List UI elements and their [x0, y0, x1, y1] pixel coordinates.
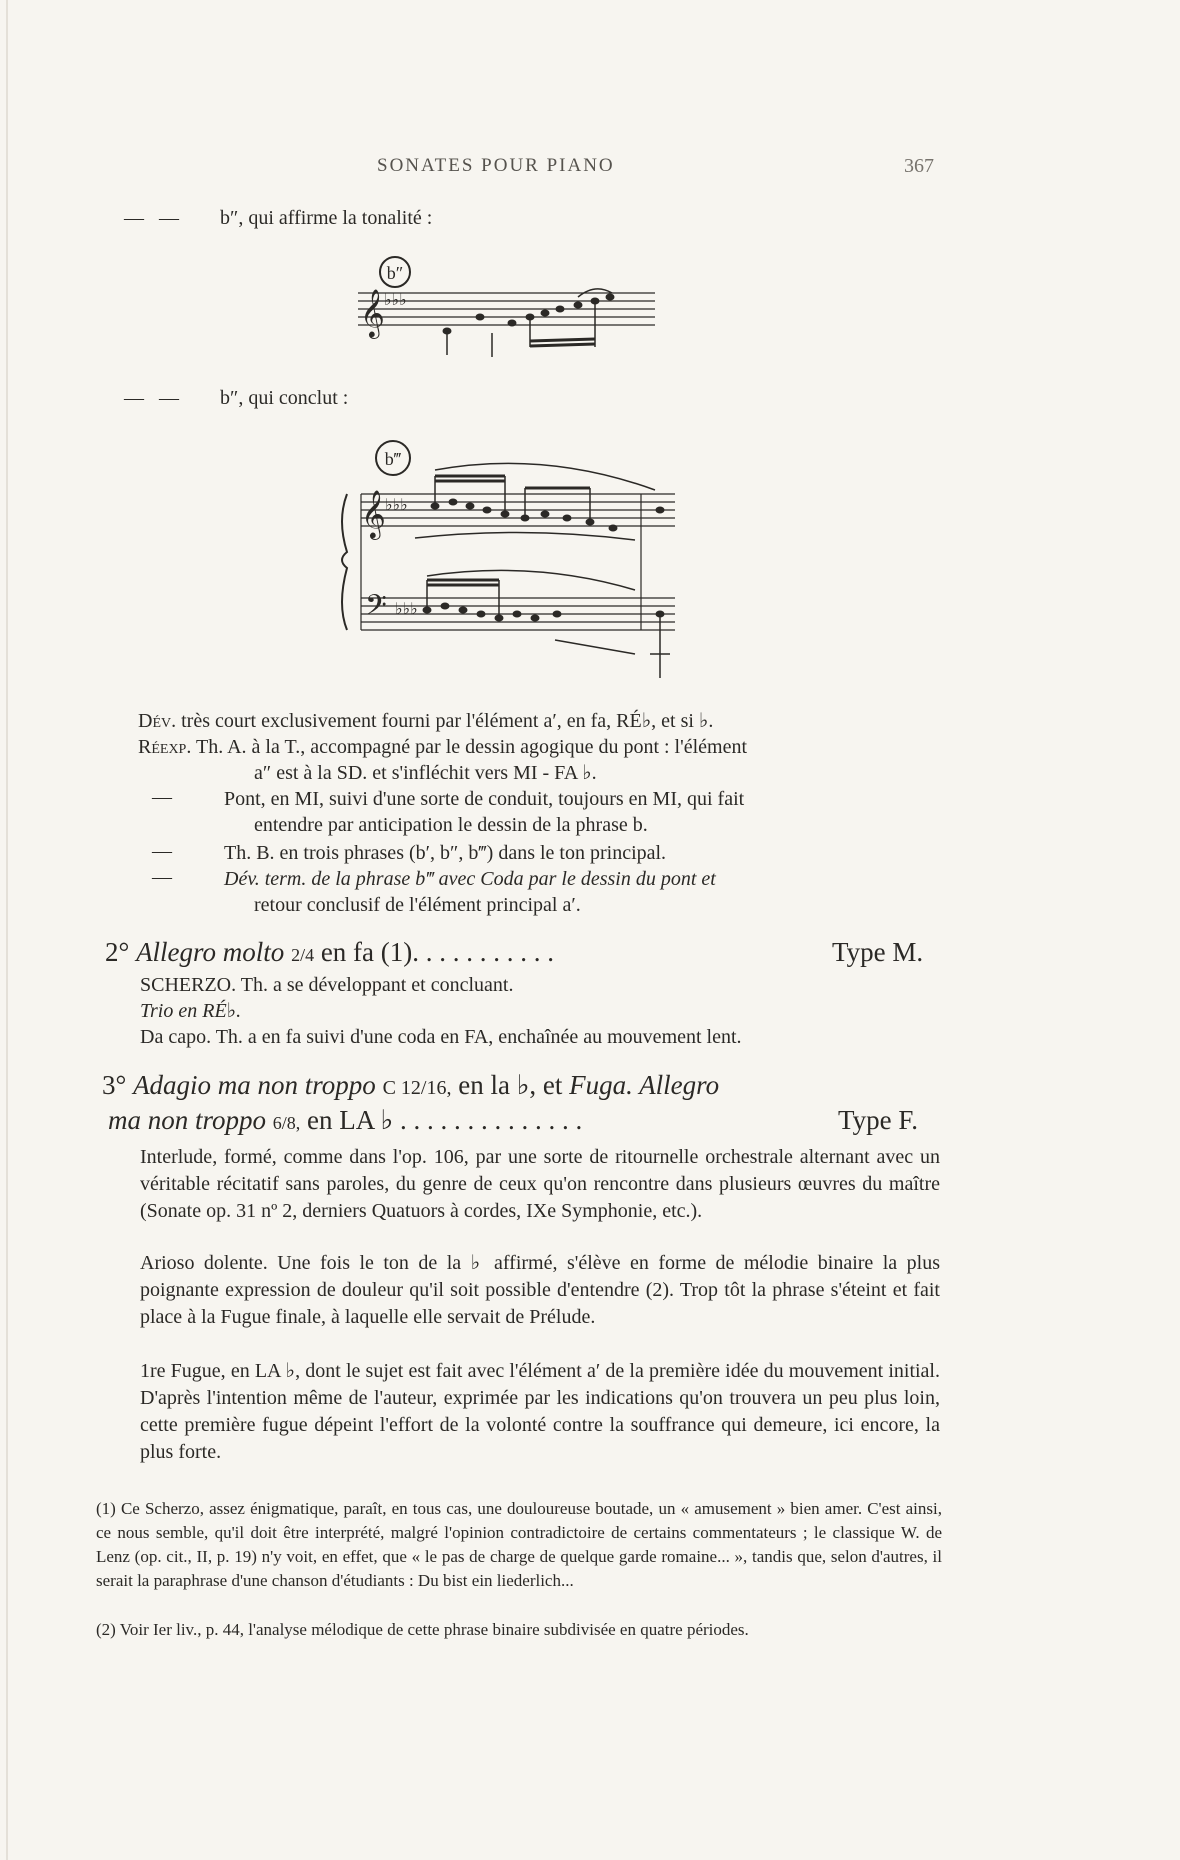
fugue-paragraph: 1re Fugue, en LA ♭, dont le sujet est fait avec l'élément a′ de la première idée du mouvement initial. D'après l'intention même de l'auteur, exprimée par les indications qu'on trouvera un peu plus loin, cette première fugue dépeint l'effort de la volonté contre la souffrance qui demeure, ici encore, la plus forte. [140, 1360, 940, 1463]
movement2-dacapo: Da capo. Th. a en fa suivi d'une coda en FA, enchaînée au mouvement lent. [140, 1026, 742, 1048]
svg-text:𝄢: 𝄢 [365, 589, 387, 629]
music-example-2 [335, 430, 695, 690]
movement3-meter-1: C 12/16, [382, 1077, 452, 1099]
movement3-heading-2 [108, 1103, 582, 1140]
example1-dashes: — — [124, 207, 179, 229]
reexp-line-2: a″ est à la SD. et s'infléchit vers MI - FA ♭. [254, 762, 597, 784]
movement3-key-1: en la ♭, et [458, 1070, 563, 1100]
movement2-key: en fa (1). [320, 937, 420, 967]
devterm-line-2: retour conclusif de l'élément principal a′. [254, 894, 581, 916]
movement3-type: Type F. [838, 1105, 918, 1135]
page-number: 367 [904, 155, 934, 177]
svg-text:♭♭♭: ♭♭♭ [385, 495, 408, 514]
movement2-title: Allegro molto [136, 937, 285, 967]
dev-line [138, 708, 713, 734]
pont-line-2: entendre par anticipation le dessin de la phrase b. [254, 814, 648, 836]
footnote-1: (1) Ce Scherzo, assez énigmatique, paraît, en tous cas, une douloureuse boutade, un « amusement » bien amer. C'est ainsi, ce nous semble, qu'il doit être interprété, malgré l'opinion contradictoire de certains commentateurs ; le classique W. de Lenz (op. cit., II, p. 19) n'y voit, en effet, que « le pas de charge de quelque garde romaine... », tandis que, selon d'autres, il serait la paraphrase d'une chanson d'étudiants : Du bist ein liederlich... [96, 1499, 942, 1590]
thb-line: Th. B. en trois phrases (b′, b″, b‴) dans le ton principal. [224, 842, 667, 864]
dev-label: Dév. [138, 710, 177, 732]
example1-intro: b″, qui affirme la tonalité : [220, 207, 433, 229]
movement3-heading-1 [102, 1068, 719, 1105]
scan-edge-mark [6, 0, 8, 1860]
arioso-paragraph: Arioso dolente. Une fois le ton de la ♭ affirmé, s'élève en forme de mélodie binaire la plus poignante expression de douleur qu'il soit possible d'entendre (2). Trop tôt la phrase s'éteint et fait place à la Fugue finale, à laquelle elle servait de Prélude. [140, 1252, 940, 1328]
devterm-dash: — [152, 866, 172, 888]
movement3-key-2: en LA ♭ [307, 1105, 394, 1135]
interlude-paragraph: Interlude, formé, comme dans l'op. 106, par une sorte de ritournelle orchestrale alternant avec un véritable récitatif sans paroles, du genre de ceux qu'on rencontre dans plusieurs œuvres du maître (Sonate op. 31 nº 2, derniers Quatuors à cordes, IXe Symphonie, etc.). [140, 1146, 940, 1222]
devterm-line-1: Dév. term. de la phrase b‴ avec Coda par le dessin du pont et [224, 868, 716, 890]
example2-dashes: — — [124, 387, 179, 409]
dev-text: très court exclusivement fourni par l'élément a′, en fa, RÉ♭, et si ♭. [181, 710, 714, 732]
movement2-heading [105, 935, 554, 972]
movement2-scherzo: SCHERZO. Th. a se développant et concluant. [140, 974, 514, 996]
reexp-text-1: Th. A. à la T., accompagné par le dessin agogique du pont : l'élément [195, 736, 748, 758]
movement3-number: 3° [102, 1070, 127, 1100]
music-example-1 [350, 245, 670, 385]
example1-label: b″ [386, 263, 404, 283]
svg-text:♭♭♭: ♭♭♭ [395, 599, 418, 618]
pont-dash: — [152, 786, 172, 808]
pont-line-1: Pont, en MI, suivi d'une sorte de conduit, toujours en MI, qui fait [224, 788, 745, 810]
reexp-label: Réexp. [138, 736, 192, 758]
movement3-title-1: Adagio ma non troppo [133, 1070, 376, 1100]
movement2-meter: 2/4 [291, 945, 315, 965]
running-title: SONATES POUR PIANO [377, 155, 615, 176]
movement2-type: Type M. [832, 937, 924, 967]
svg-text:𝄞: 𝄞 [360, 288, 385, 337]
movement3-title-2: Fuga. Allegro [569, 1070, 720, 1100]
movement2-trio: Trio en RÉ♭. [140, 1000, 242, 1022]
movement3-meter-2: 6/8, [272, 1113, 301, 1133]
movement3-leader: . . . . . . . . . . . . . . [400, 1105, 583, 1135]
movement3-line2-title: ma non troppo [108, 1105, 267, 1135]
svg-text:♭♭♭: ♭♭♭ [384, 290, 407, 309]
svg-text:𝄞: 𝄞 [361, 489, 386, 538]
example2-label: b‴ [384, 449, 402, 469]
thb-dash: — [152, 840, 172, 862]
example2-intro: b″, qui conclut : [220, 387, 349, 409]
movement2-leader: . . . . . . . . . . [425, 937, 555, 967]
movement2-number: 2° [105, 937, 130, 967]
reexp-line-1 [138, 734, 747, 760]
footnote-2: (2) Voir Ier liv., p. 44, l'analyse mélodique de cette phrase binaire subdivisée en quatre périodes. [96, 1620, 749, 1639]
